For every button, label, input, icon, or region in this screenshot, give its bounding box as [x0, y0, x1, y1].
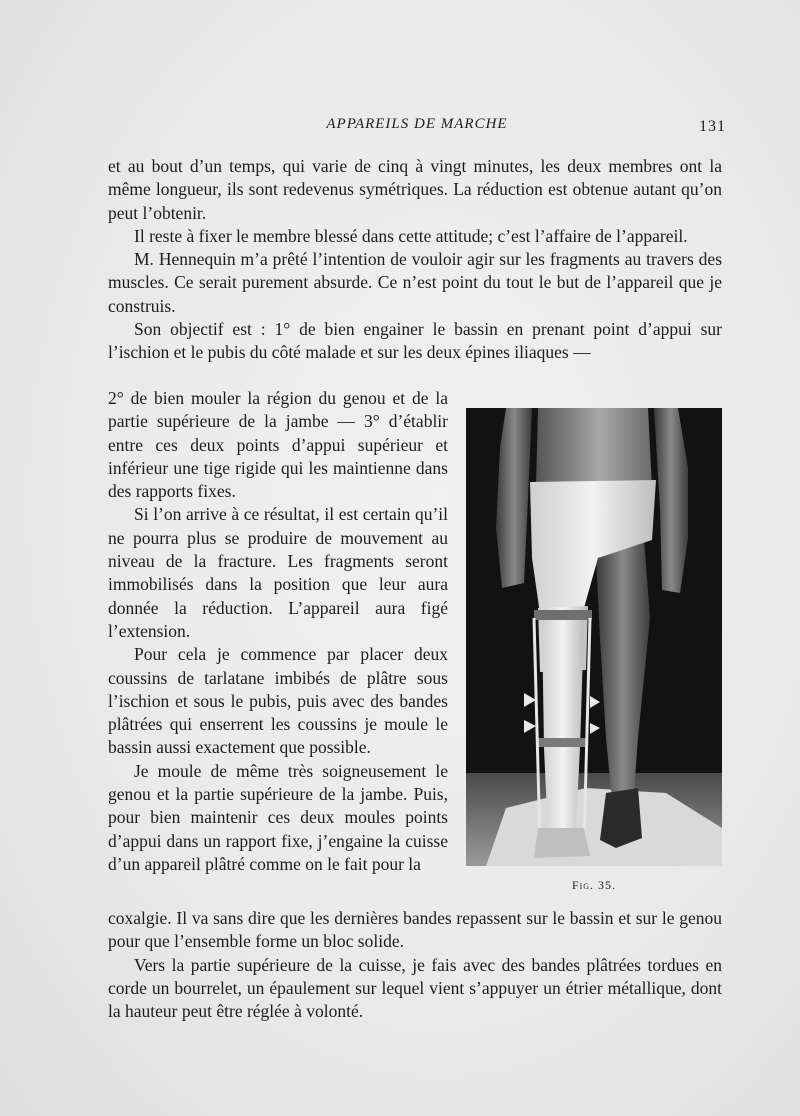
figure-photograph: [466, 408, 722, 866]
plaster-cast-photo: [466, 408, 722, 866]
paragraph: Si l’on arrive à ce résultat, il est certain qu’il ne pourra plus se produire de mouvement au niveau de la fracture. Les fragments seront immobilisés dans la position que leur aura donnée la réduction. L’appareil aura figé l’extension.: [108, 504, 448, 641]
paragraph: M. Hennequin m’a prêté l’intention de vouloir agir sur les fragments au travers des muscles. Ce serait purement absurde. Ce n’est point du tout le but de l’appareil que je construis.: [108, 249, 722, 316]
text-block-beside-figure: [108, 387, 448, 876]
running-title: APPAREILS DE MARCHE: [326, 116, 508, 132]
running-head: [108, 116, 726, 140]
text-block-bottom: [108, 907, 722, 1023]
paragraph: Vers la partie supérieure de la cuisse, je fais avec des bandes plâtrées tordues en corde un bourrelet, un épaulement sur lequel vient s’appuyer un étrier métallique, dont la hauteur peut être réglée à volonté.: [108, 954, 722, 1022]
paragraph: Je moule de même très soigneusement le genou et la partie supérieure de la jambe. Puis, pour bien maintenir ces deux moules points d’appui dans un rapport fixe, j’engaine la cuisse d’un appareil plâtré comme on le fait pour la: [108, 760, 448, 874]
paragraph: coxalgie. Il va sans dire que les dernières bandes repassent sur le bassin et sur le genou pour que l’ensemble forme un bloc solide.: [108, 908, 722, 952]
text-block-top: [108, 155, 722, 365]
paragraph: Pour cela je commence par placer deux coussins de tarlatane imbibés de plâtre sous l’ischion et sous le pubis, puis avec des bandes plâtrées qui enserrent les coussins je moule le bassin aussi exactement que possible.: [108, 644, 448, 758]
paragraph: et au bout d’un temps, qui varie de cinq à vingt minutes, les deux membres ont la même longueur, ils sont redevenus symétriques. La réduction est obtenue autant qu’on peut l’obtenir.: [108, 156, 722, 223]
paragraph: Son objectif est : 1° de bien engainer le bassin en prenant point d’appui sur l’ischion et le pubis du côté malade et sur les deux épines iliaques —: [108, 319, 722, 363]
paragraph: Il reste à fixer le membre blessé dans cette attitude; c’est l’affaire de l’appareil.: [134, 225, 688, 246]
page-number: 131: [699, 118, 726, 135]
figure-caption: Fig. 35.: [571, 878, 617, 892]
paragraph: 2° de bien mouler la région du genou et de la partie supérieure de la jambe — 3° d’établir entre ces deux points d’appui supérieur et inférieur une tige rigide qui les maintienne dans des rapports fixes.: [108, 388, 448, 502]
